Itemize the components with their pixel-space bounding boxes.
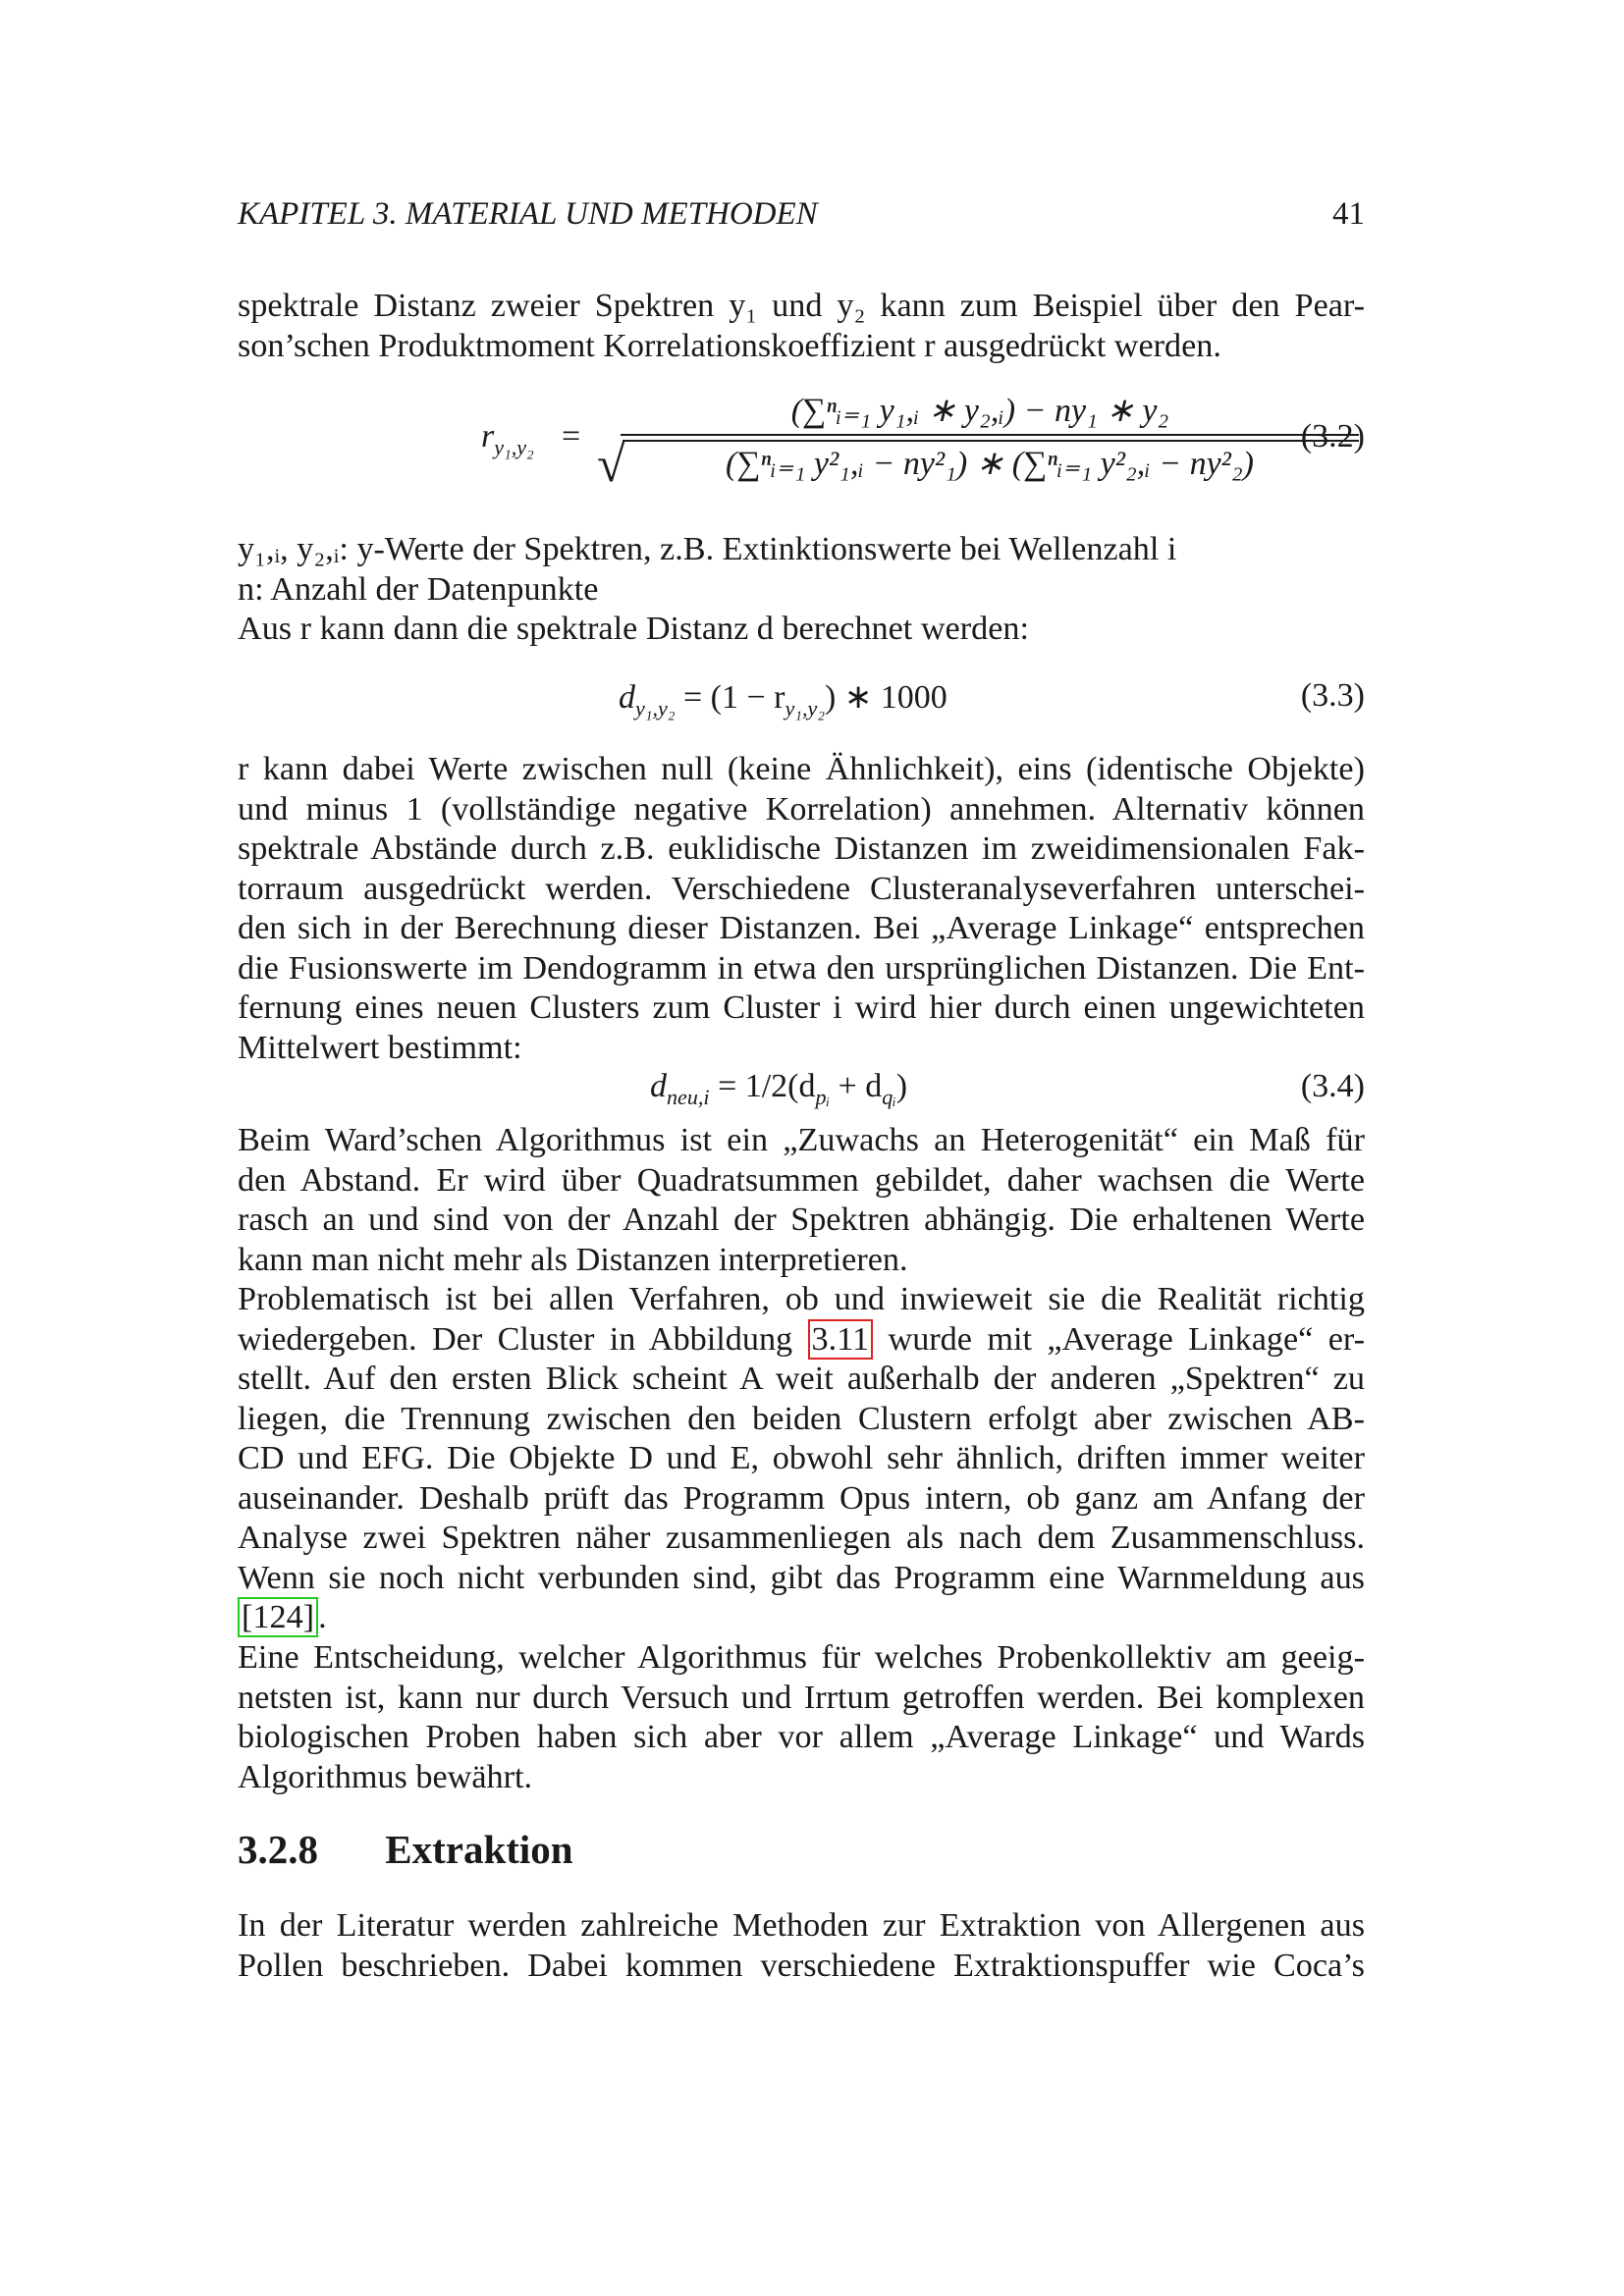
- denominator: (∑ⁿᵢ₌₁ y²₁,ᵢ − ny²₁) ∗ (∑ⁿᵢ₌₁ y²₂,ᵢ − ny²₂): [725, 446, 1255, 482]
- text-line: Algorithmus bewährt.: [238, 1758, 533, 1795]
- text-line: [124] .: [238, 1598, 1365, 1638]
- text-line: Mittelwert bestimmt:: [238, 1029, 522, 1066]
- text-line: liegen, die Trennung zwischen den beiden Clustern erfolgt aber zwischen AB-: [238, 1400, 1365, 1437]
- equation-3-2: [238, 391, 1365, 493]
- equation-number: (3.2): [1300, 418, 1365, 454]
- text-line: Wenn sie noch nicht verbunden sind, gibt das Programm eine Warnmeldung aus: [238, 1559, 1365, 1596]
- eq-body: $d_{y_1,y_2} = (1 - r_{y_1,y_2})$ ∗ 1000: [619, 679, 947, 721]
- section-number: 3.2.8: [238, 1827, 318, 1872]
- text-line: Problematisch ist bei allen Verfahren, ob und inwieweit sie die Realität richtig: [238, 1281, 1365, 1317]
- text-line: torraum ausgedrückt werden. Verschiedene Clusteranalyseverfahren unterschei-: [238, 870, 1365, 907]
- fraction-bar: [621, 434, 1359, 436]
- text-line: CD und EFG. Die Objekte D und E, obwohl sehr ähnlich, driften immer weiter: [238, 1440, 1365, 1476]
- text-line: rasch an und sind von der Anzahl der Spektren abhängig. Die erhaltenen Werte: [238, 1201, 1365, 1238]
- figure-reference-link[interactable]: 3.11: [808, 1319, 874, 1360]
- intro-paragraph: [238, 287, 1365, 366]
- text-line: spektrale Distanz zweier Spektren y₁ und y₂ kann zum Beispiel über den Pear-: [238, 288, 1365, 324]
- paragraph-2: [238, 1121, 1365, 1280]
- equation-number: (3.3): [1300, 677, 1365, 714]
- paragraph-4: [238, 1638, 1365, 1797]
- text-line: r kann dabei Werte zwischen null (keine Ähnlichkeit), eins (identische Objekte): [238, 751, 1365, 787]
- text-line: Beim Ward’schen Algorithmus ist ein „Zuwachs an Heterogenität“ ein Maß für: [238, 1122, 1365, 1158]
- equation-3-3: [238, 677, 1365, 726]
- text-line: fernung eines neuen Clusters zum Cluster i wird hier durch einen ungewichteten: [238, 989, 1365, 1026]
- definitions: [238, 530, 1365, 650]
- text-line: n: Anzahl der Datenpunkte: [238, 570, 599, 608]
- text-line: netsten ist, kann nur durch Versuch und Irrtum getroffen werden. Bei komplexen: [238, 1679, 1365, 1716]
- equation-number: (3.4): [1300, 1068, 1365, 1104]
- text-line: spektrale Abstände durch z.B. euklidische Distanzen im zweidimensionalen Fak-: [238, 830, 1365, 867]
- section-title: Extraktion: [385, 1827, 573, 1872]
- chapter-title: KAPITEL 3. MATERIAL UND METHODEN: [238, 196, 818, 232]
- text-line: Analyse zwei Spektren näher zusammenliegen als nach dem Zusammenschluss.: [238, 1520, 1365, 1556]
- page-number: 41: [1332, 196, 1365, 232]
- sqrt-sign: √: [597, 437, 625, 493]
- text-line: Pollen beschrieben. Dabei kommen verschiedene Extraktionspuffer wie Coca’s: [238, 1947, 1365, 1984]
- text-line: auseinander. Deshalb prüft das Programm Opus intern, ob ganz am Anfang der: [238, 1479, 1365, 1517]
- text-line: biologischen Proben haben sich aber vor allem „Average Linkage“ und Wards: [238, 1719, 1365, 1755]
- text-line: In der Literatur werden zahlreiche Methoden zur Extraktion von Allergenen aus: [238, 1907, 1365, 1944]
- text-line: y₁,ᵢ, y₂,ᵢ: y-Werte der Spektren, z.B. Extinktionswerte bei Wellenzahl i: [238, 531, 1177, 567]
- citation-link[interactable]: [124]: [238, 1597, 318, 1637]
- text-line: Aus r kann dann die spektrale Distanz d berechnet werden:: [238, 611, 1029, 647]
- eq-equals: =: [562, 418, 581, 454]
- equation-3-4: [238, 1068, 1365, 1117]
- text-line: Eine Entscheidung, welcher Algorithmus für welches Probenkollektiv am geeig-: [238, 1639, 1365, 1676]
- text-line: die Fusionswerte im Dendogramm in etwa den ursprünglichen Distanzen. Die Ent-: [238, 949, 1365, 987]
- paragraph-5: [238, 1906, 1365, 1986]
- text-line: den Abstand. Er wird über Quadratsummen gebildet, daher wachsen die Werte: [238, 1161, 1365, 1199]
- text-line: son’schen Produktmoment Korrelationskoeffizient r ausgedrückt werden.: [238, 327, 1221, 364]
- sqrt-overline: [623, 440, 1359, 442]
- section-heading: [238, 1826, 1365, 1873]
- paragraph-1: [238, 750, 1365, 1068]
- text-line: kann man nicht mehr als Distanzen interpretieren.: [238, 1241, 908, 1278]
- eq-lhs: $r_{y_1,y_2}$: [481, 418, 534, 459]
- paragraph-3: [238, 1280, 1365, 1638]
- text-line: den sich in der Berechnung dieser Distanzen. Bei „Average Linkage“ entsprechen: [238, 910, 1365, 946]
- running-header: [238, 196, 1365, 241]
- text-line: und minus 1 (vollständige negative Korrelation) annehmen. Alternativ können: [238, 790, 1365, 828]
- eq-body: $d_{neu,i} = 1/2(d_{pᵢ} + d_{qᵢ})$: [650, 1068, 908, 1109]
- text-line: wiedergeben. Der Cluster in Abbildung 3.11 wurde mit „Average Linkage“ er-: [238, 1320, 1366, 1358]
- numerator: (∑ⁿᵢ₌₁ y₁,ᵢ ∗ y₂,ᵢ) − ny₁ ∗ y₂: [790, 393, 1169, 429]
- text-line: stellt. Auf den ersten Blick scheint A weit außerhalb der anderen „Spektren“ zu: [238, 1361, 1365, 1397]
